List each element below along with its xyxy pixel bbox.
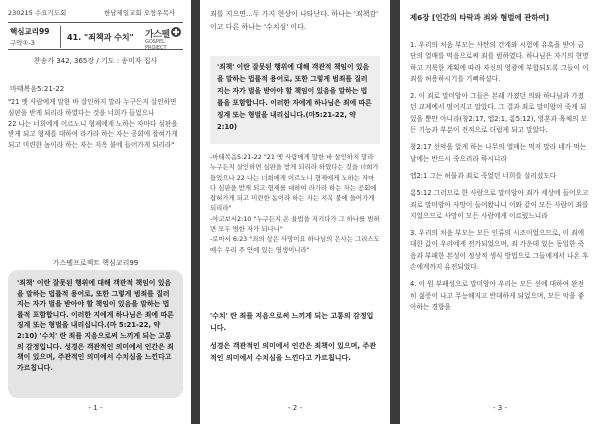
page-2 bbox=[200, 0, 390, 424]
verse: 22 나는 너희에게 이르노니 형제에게 노하는 자마다 심판을 받게 되고 형제를 대하여 라가라 하는 자는 공회에 잡혀가게 되고 미련한 놈이라 하는 자는 지옥 불에 들어가게 되리라" bbox=[8, 119, 178, 150]
definition-box: '죄책' 이란 잘못된 행위에 대해 객관적 책임이 있음을 말하는 법률적 용어로, 또한 그렇게 범죄를 질러지는 자가 벌을 받아야 할 책임이 있음을 말하는 법률적 포함합니다. 이러한 지에게 하나님은 죄에 따른 징계 또는 형벌을 내리십니다.(마 5:21-22, 약2:10) '수치' 란 죄를 지음으로써 느끼게 되는 고통의 감정입니다. 성경은 객관적인 의미에서 인간은 죄책이 있으며, 주관적인 의미에서 수치심을 느낀다고 가르칩니다. bbox=[8, 270, 183, 398]
intro-text: 죄를 지으면...두 가지 현상이 나타난다. 하나는 '죄책감' 이고 다른 하나는 '수치심' 이다. bbox=[210, 10, 379, 31]
page-number: - 1 - bbox=[88, 404, 103, 412]
page-number: - 2 - bbox=[288, 404, 302, 412]
verse: "21 옛 사람에게 말한 바 살인하지 말라 누구든지 살인하면 심판을 받게 되리라 하였다는 것을 너희가 들었으나 bbox=[8, 98, 177, 117]
header-date: 230215 수요기도회 bbox=[8, 9, 67, 17]
page-number: - 3 - bbox=[493, 404, 507, 412]
chapter-title: 제6장 [인간의 타락과 죄와 형벌에 관하여] bbox=[410, 13, 549, 22]
gospel-project-logo bbox=[145, 26, 181, 51]
shame-note: '수치' 란 죄를 지음으로써 느끼게 되는 고통의 감정입니다. bbox=[210, 312, 374, 332]
title-bar bbox=[8, 22, 183, 50]
logo-subtext: GOSPEL PROJECT bbox=[145, 39, 167, 51]
paragraph: 1. 우리의 처음 부모는 사탄의 간계와 시험에 유혹을 받아 금단의 열매를 먹음으로써 죄를 범하였다. 하나님은 자기의 현명하고 거룩한 계획에 따라 자신의 영광에 부합되도록 그들이 이 죄를 허용하시기를 기뻐하셨다. bbox=[410, 41, 589, 83]
cross-icon bbox=[171, 27, 181, 37]
logo-text: 가스펠 bbox=[145, 30, 170, 40]
paragraph: 엡2:1 그는 허물과 죄로 죽었던 너희를 살리셨도다 bbox=[410, 171, 557, 180]
verse: -로마서 6:23 "죄의 삯은 사망이요 하나님의 은사는 그리스도 예수 우리 주 안에 있는 영생이니라" bbox=[210, 235, 380, 254]
header-line bbox=[8, 8, 183, 20]
hymn-line: 찬송가 342, 365장 / 기도 : 송미자 집사 bbox=[33, 57, 158, 65]
verse: -마태복음5:21-22 "21 옛 사람에게 말한 바 살인하지 말라 누구든지 살인하면 심판을 받게 되리라 하였다는 것을 너희가 들었으나 22 나는 너희에게 이르노니 형제에게 노하는 자마다 심판을 받게 되고 형제를 대하여 라가라 하는 자는 공회에 잡혀가게 되고 미련한 놈이라 하는 자는 지옥 불에 들어가게 되리라" bbox=[210, 153, 379, 213]
title-divider bbox=[60, 26, 61, 48]
scripture-list bbox=[210, 152, 380, 255]
brand-title: 핵심교리99 bbox=[10, 27, 50, 36]
brand-footer: 가스펠프로젝트 핵심교리99 bbox=[52, 259, 139, 267]
header-church: 한남제일교회 오창우목사 bbox=[104, 9, 176, 17]
definition-box: '죄책' 이란 잘못된 행위에 대해 객관적 책임이 있음을 말하는 법률적 용어로, 또한 그렇게 범죄를 질러지는 자가 벌을 받아야 할 책임이 있음을 말하는 법률을 포함합니다. 이러한 자에게 하나님은 죄에 따른 징계 또는 형벌을 내리십니다.(마5:21-22, 약2:10) bbox=[210, 56, 380, 144]
paragraph: 롬5:12 그러므로 한 사람으로 말미암아 죄가 세상에 들어오고 죄로 말미암아 사망이 들어왔나니 이와 같이 모든 사람이 죄를 지었으므로 사망이 모든 사람에게 이르렀느니라 bbox=[410, 189, 589, 220]
conclusion: 성경은 객관적인 의미에서 인간은 죄책이 있으며, 주관적인 의미에서 수치심을 느낀다고 가르칩니다. bbox=[210, 342, 377, 362]
paragraph: 2. 이 죄로 말미암아 그들은 본래 가졌던 의와 하나님과 가졌던 교제에서 떨어지고 말았다. 그 결과 죄로 말미암아 죽게 되었을 뿐만 아니라(창2:17, 엡2:1, 롬5:12), 영혼과 육체의 모든 기능과 부분이 전적으로 더럽게 되고 말았다. bbox=[410, 92, 588, 135]
brand-subtitle: 구약①-3 bbox=[10, 39, 35, 47]
confession-text bbox=[410, 40, 590, 319]
page-3 bbox=[400, 0, 600, 424]
scripture-reference: 마태복음5:21-22 bbox=[10, 85, 65, 93]
page-1 bbox=[0, 0, 191, 424]
paragraph: 창2:17 선악을 알게 하는 나무의 열매는 먹지 말라 네가 먹는 날에는 반드시 죽으리라 하시니라 bbox=[410, 143, 587, 163]
lesson-title: 41. "죄책과 수치" bbox=[67, 33, 134, 42]
paragraph: 4. 이 원 부패성으로 말미암아 우리는 모든 선에 대하여 완전히 싫증이 나고 무능해지고 반대하게 되었으며, 모든 악을 좋아하는 경향을 bbox=[410, 280, 585, 311]
verse: -야고보서2:10 "누구든지 온 율법을 지키다가 그 하나를 범하면 모두 범한 자가 되나니" bbox=[210, 214, 380, 234]
paragraph: 3. 우리의 처음 부모는 모든 인류의 시조이었으므로, 이 죄에 대한 값이 우리에게 전가되었으며, 죄 가운데 있는 동일한 죽음과 부패한 본성이 정상적 생식 방법으로 그들에게서 나온 후손에게까지 유전되었다. bbox=[410, 229, 589, 272]
scripture-text bbox=[8, 97, 183, 151]
